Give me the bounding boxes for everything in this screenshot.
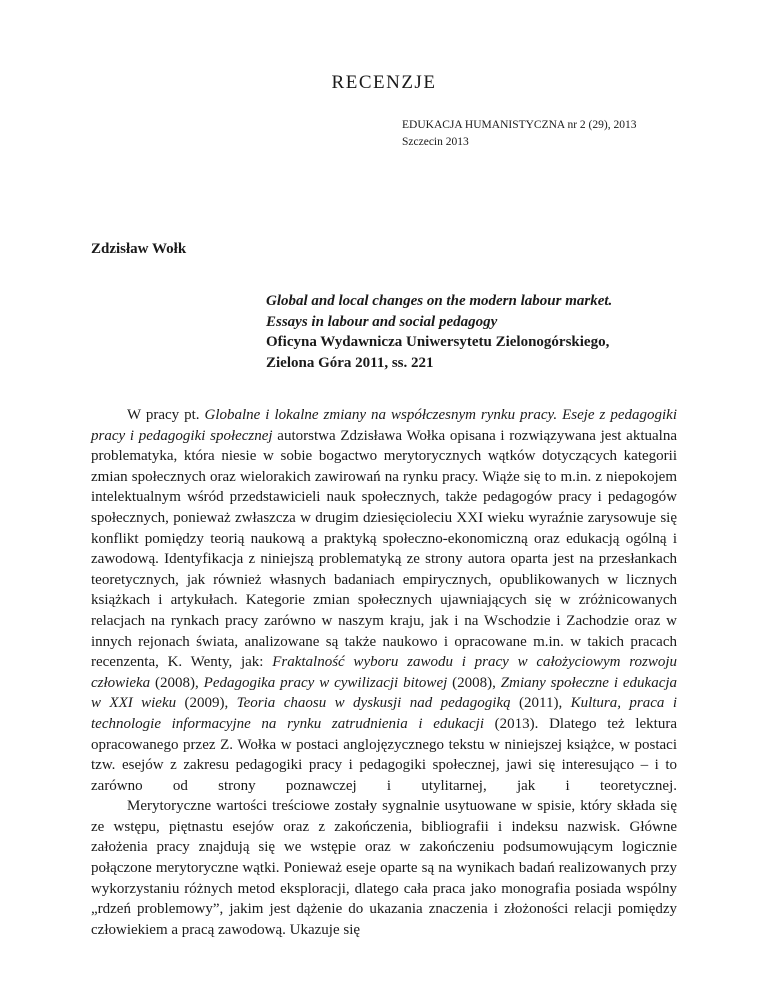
journal-issue: EDUKACJA HUMANISTYCZNA nr 2 (29), 2013 (402, 119, 637, 131)
cited-title: Teoria chaosu w dyskusji nad pedagogiką (236, 695, 511, 712)
text-run: (2009), (176, 695, 237, 712)
journal-place: Szczecin 2013 (402, 136, 469, 148)
book-publisher-line-1: Oficyna Wydawnicza Uniwersytetu Zielonogórskiego, (266, 334, 610, 350)
cited-title: Fraktalność wyboru zawodu i pracy w całożyciowym rozwoju człowieka (91, 654, 677, 691)
book-title-line-2: Essays in labour and social pedagogy (266, 313, 498, 330)
text-run: W pracy pt. (127, 407, 205, 423)
cited-title: Pedagogika pracy w cywilizacji bitowej (203, 674, 448, 691)
book-reference (266, 291, 686, 373)
book-title-pl: Globalne i lokalne zmiany na współczesnym rynku pracy. Eseje z pedagogiki pracy i pedagogiki społecznej (91, 407, 677, 444)
cited-title: Kultura, praca i technologie informacyjne na rynku zatrudnienia i edukacji (91, 695, 677, 732)
text-run: (2011), (510, 695, 571, 712)
section-title: RECENZJE (331, 72, 437, 93)
review-body (91, 405, 677, 940)
text-run: (2013). Dlatego też lektura opracowanego przez Z. Wołka w postaci anglojęzycznego tekstu w niniejszej książce, w postaci tzw. esejów z zakresu pedagogiki pracy i pedagogiki społecznej, jawi się interesująco – i to zarówno od strony poznawczej i utylitarnej, jak i teoretycznej. (91, 715, 677, 794)
cited-title: Zmiany społeczne i edukacja w XXI wieku (91, 674, 678, 712)
review-author: Zdzisław Wołk (91, 241, 187, 257)
paragraph-1 (91, 405, 677, 796)
book-publisher-line-2: Zielona Góra 2011, ss. 221 (266, 354, 434, 371)
paragraph-2: Merytoryczne wartości treściowe zostały sygnalnie usytuowane w spisie, który składa się ze wstępu, piętnastu esejów oraz z zakończenia, bibliografii i indeksu nazwisk. Główne założenia pracy znajdują się we wstępie oraz w zakończeniu podsumowującym logicznie połączone merytoryczne wątki. Ponieważ eseje oparte są na wynikach badań realizowanych przy wykorzystaniu różnych metod eksploracji, dlatego cała praca jako monografia posiada wspólny „rdzeń problemowy”, jakim jest dążenie do ukazania znaczenia i złożoności relacji pomiędzy człowiekiem a pracą zawodową. Ukazuje się (91, 798, 677, 938)
text-run: (2008), (150, 674, 204, 691)
text-run: (2008), (447, 674, 501, 691)
text-run: autorstwa Zdzisława Wołka opisana i rozwiązywana jest aktualna problematyka, która niesie w sobie bogactwo merytorycznych wątków dotyczących kategorii zmian społecznych oraz wielorakich zawirowań na rynku pracy. Wiąże się to m.in. z niepokojem intelektualnym wśród przedstawicieli nauk społecznych, także pedagogów pracy i pedagogów społecznych, ponieważ zwłaszcza w drugim dziesięcioleciu XXI wieku wyraźnie zarysowuje się konflikt pomiędzy teorią naukową a praktyką społeczno-ekonomiczną oraz edukacją ogólną i zawodową. Identyfikacja z niniejszą problematyką ze strony autora oparta jest na przesłankach teoretycznych, jak również własnych badaniach empirycznych, opublikowanych w licznych książkach i artykułach. Kategorie zmian społecznych ujawniających się w zróżnicowanych relacjach na rynkach pracy zarówno w naszym kraju, jak i na Wschodzie i Zachodzie oraz w innych rejonach świata, analizowane są także naukowo i opracowane m.in. w takich pracach recenzenta, K. Wenty, jak: (91, 427, 677, 671)
book-title-line-1: Global and local changes on the modern labour market. (266, 293, 613, 309)
journal-info (402, 117, 636, 151)
